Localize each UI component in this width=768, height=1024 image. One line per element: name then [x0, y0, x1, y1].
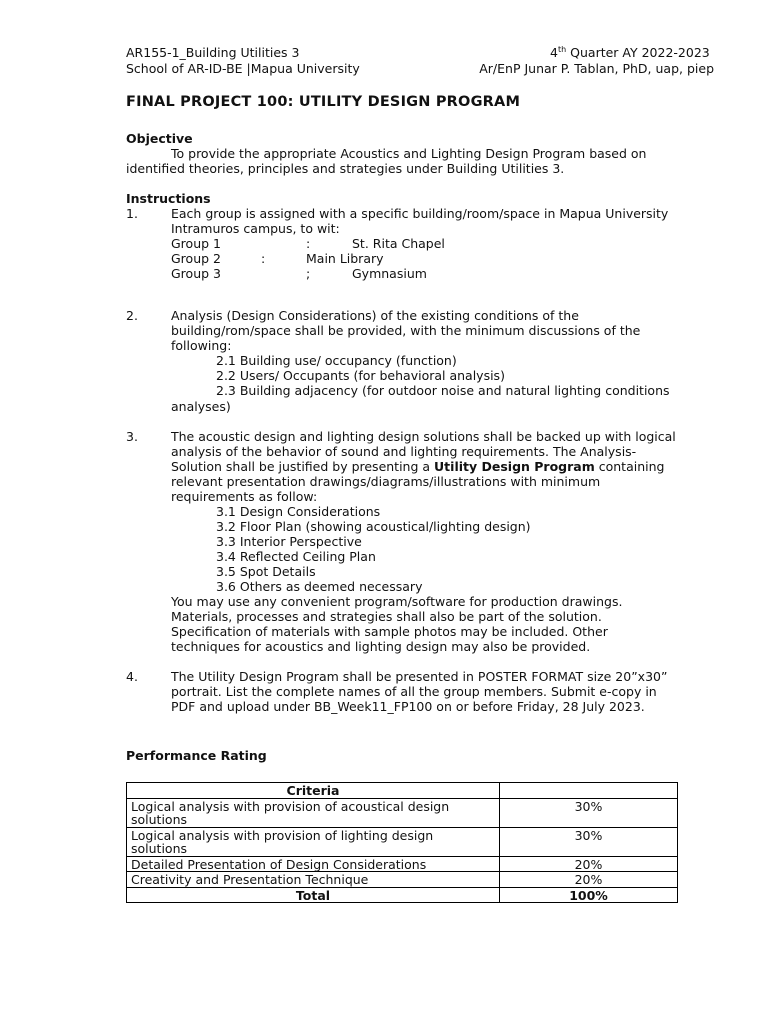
item-2-line-3: following:	[171, 338, 232, 353]
item-2-continuation: analyses)	[171, 399, 231, 414]
group-1-venue: St. Rita Chapel	[352, 236, 445, 251]
table-row	[127, 872, 678, 888]
weight-cell: 30%	[500, 798, 678, 827]
page-title: FINAL PROJECT 100: UTILITY DESIGN PROGRAM	[126, 94, 521, 110]
criteria-text: Logical analysis with provision of lighting design	[131, 827, 434, 843]
item-3-line-1: The acoustic design and lighting design solutions shall be backed up with logical	[171, 429, 676, 444]
quarter-label	[550, 45, 710, 60]
item-4-line-1: The Utility Design Program shall be presented in POSTER FORMAT size 20”x30”	[171, 669, 668, 684]
table-row	[127, 856, 678, 872]
objective-heading: Objective	[126, 131, 193, 146]
criteria-cell: Detailed Presentation of Design Considerations	[127, 856, 500, 872]
item-3-sub-5: 3.5 Spot Details	[216, 564, 316, 579]
item-4-line-3: PDF and upload under BB_Week11_FP100 on or before Friday, 28 July 2023.	[171, 699, 645, 714]
group-2-name: Group 2	[171, 251, 221, 266]
item-3-line-2: analysis of the behavior of sound and lighting requirements. The Analysis-	[171, 444, 637, 459]
objective-line-1: To provide the appropriate Acoustics and Lighting Design Program based on	[171, 146, 647, 161]
item-3-after-2: Materials, processes and strategies shall also be part of the solution.	[171, 609, 602, 624]
item-2-sub-1: 2.1 Building use/ occupancy (function)	[216, 353, 457, 368]
item-4-number: 4.	[126, 669, 138, 684]
item-2-number: 2.	[126, 308, 138, 323]
objective-line-2: identified theories, principles and strategies under Building Utilities 3.	[126, 161, 565, 176]
item-1-line-2: Intramuros campus, to wit:	[171, 221, 340, 236]
weight-cell: 20%	[500, 872, 678, 888]
group-1-name: Group 1	[171, 236, 221, 251]
instructor-name: Ar/EnP Junar P. Tablan, PhD, uap, piep	[479, 61, 714, 76]
criteria-text-cont: solutions	[131, 812, 188, 827]
item-1-line-1: Each group is assigned with a specific building/room/space in Mapua University	[171, 206, 669, 221]
course-code: AR155-1_Building Utilities 3	[126, 45, 300, 60]
criteria-cell	[127, 827, 500, 856]
item-3-after-3: Specification of materials with sample photos may be included. Other	[171, 624, 608, 639]
criteria-cell: Creativity and Presentation Technique	[127, 872, 500, 888]
criteria-header: Criteria	[127, 783, 500, 799]
item-3-sub-3: 3.3 Interior Perspective	[216, 534, 362, 549]
group-2-venue: Main Library	[306, 251, 384, 266]
group-2-separator: :	[261, 251, 266, 266]
performance-rating-table	[126, 782, 678, 903]
group-1-separator: :	[306, 236, 311, 251]
weight-header	[500, 783, 678, 799]
table-header-row	[127, 783, 678, 799]
item-3-line-3	[171, 459, 664, 474]
item-3-line-3-pre: Solution shall be justified by presenting a	[171, 459, 435, 474]
table-total-row	[127, 887, 678, 903]
item-2-line-2: building/rom/space shall be provided, with the minimum discussions of the	[171, 323, 641, 338]
criteria-text-cont: solutions	[131, 841, 188, 856]
item-2-sub-2: 2.2 Users/ Occupants (for behavioral analysis)	[216, 368, 505, 383]
group-3-venue: Gymnasium	[352, 266, 427, 281]
item-3-sub-2: 3.2 Floor Plan (showing acoustical/lighting design)	[216, 519, 531, 534]
item-3-number: 3.	[126, 429, 138, 444]
school-name: School of AR-ID-BE |Mapua University	[126, 61, 360, 76]
item-4-line-2: portrait. List the complete names of all the group members. Submit e-copy in	[171, 684, 657, 699]
weight-cell: 30%	[500, 827, 678, 856]
group-3-name: Group 3	[171, 266, 221, 281]
item-3-after-4: techniques for acoustics and lighting design may also be provided.	[171, 639, 591, 654]
quarter-number: 4	[550, 45, 558, 60]
item-3-sub-6: 3.6 Others as deemed necessary	[216, 579, 423, 594]
weight-cell: 20%	[500, 856, 678, 872]
item-3-sub-1: 3.1 Design Considerations	[216, 504, 381, 519]
total-label: Total	[127, 887, 500, 903]
item-1-number: 1.	[126, 206, 138, 221]
table-row	[127, 798, 678, 827]
quarter-superscript: th	[557, 44, 567, 54]
item-3-sub-4: 3.4 Reflected Ceiling Plan	[216, 549, 376, 564]
criteria-cell	[127, 798, 500, 827]
item-2-line-1: Analysis (Design Considerations) of the existing conditions of the	[171, 308, 579, 323]
item-3-line-5: requirements as follow:	[171, 489, 318, 504]
performance-rating-heading: Performance Rating	[126, 748, 267, 763]
criteria-text: Logical analysis with provision of acoustical design	[131, 798, 450, 814]
total-weight: 100%	[500, 887, 678, 903]
utility-design-program-emphasis: Utility Design Program	[434, 459, 595, 474]
item-2-sub-3: 2.3 Building adjacency (for outdoor noise and natural lighting conditions	[216, 383, 670, 398]
group-3-separator: ;	[306, 266, 311, 281]
item-3-line-4: relevant presentation drawings/diagrams/illustrations with minimum	[171, 474, 601, 489]
item-3-after-1: You may use any convenient program/software for production drawings.	[171, 594, 623, 609]
quarter-text: Quarter AY 2022-2023	[566, 45, 710, 60]
item-3-line-3-post: containing	[594, 459, 665, 474]
instructions-heading: Instructions	[126, 191, 211, 206]
table-row	[127, 827, 678, 856]
